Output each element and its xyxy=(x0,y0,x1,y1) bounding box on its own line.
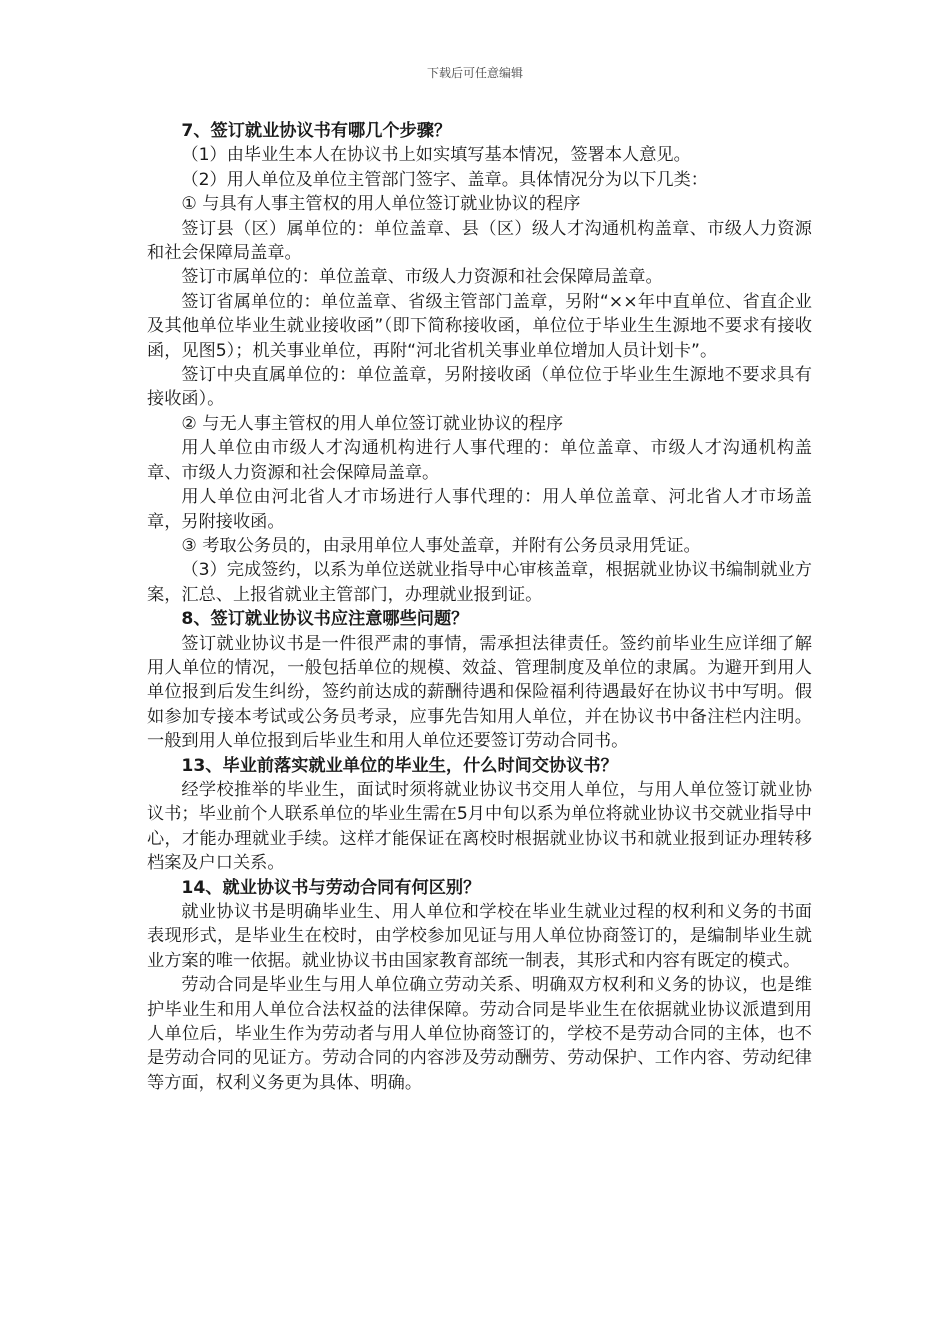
paragraph: 就业协议书是明确毕业生、用人单位和学校在毕业生就业过程的权利和义务的书面表现形式，是毕业生在校时，由学校参加见证与用人单位协商签订的，是编制毕业生就业方案的唯一依据。就业协议书由国家教育部统一制表，其形式和内容有既定的模式。 xyxy=(147,902,812,971)
paragraph: 用人单位由市级人才沟通机构进行人事代理的：单位盖章、市级人才沟通机构盖章、市级人力资源和社会保障局盖章。 xyxy=(147,438,812,483)
paragraph: 签订省属单位的：单位盖章、省级主管部门盖章，另附“××年中直单位、省直企业及其他单位毕业生就业接收函”（即下简称接收函，单位位于毕业生生源地不要求有接收函，见图5）；机关事业单位，再附“河北省机关事业单位增加人员计划卡”。 xyxy=(147,291,812,361)
paragraph: （3）完成签约，以系为单位送就业指导中心审核盖章，根据就业协议书编制就业方案，汇总、上报省就业主管部门，办理就业报到证。 xyxy=(147,560,812,605)
paragraph: 签订中央直属单位的：单位盖章，另附接收函（单位位于毕业生生源地不要求具有接收函）。 xyxy=(147,365,812,410)
paragraph: ② 与无人事主管权的用人单位签订就业协议的程序 xyxy=(181,413,564,434)
section-heading: 8、签订就业协议书应注意哪些问题？ xyxy=(181,609,469,630)
section-heading: 7、签订就业协议书有哪几个步骤？ xyxy=(181,121,452,141)
paragraph: ① 与具有人事主管权的用人单位签订就业协议的程序 xyxy=(181,194,581,215)
paragraph: 签订县（区）属单位的：单位盖章、县（区）级人才沟通机构盖章、市级人力资源和社会保障局盖章。 xyxy=(147,218,812,264)
paragraph: 签订就业协议书是一件很严肃的事情，需承担法律责任。签约前毕业生应详细了解用人单位的情况，一般包括单位的规模、效益、管理制度及单位的隶属。为避开到用人单位报到后发生纠纷，签约前达成的薪酬待遇和保险福利待遇最好在协议书中写明。假如参加专接本考试或公务员考录，应事先告知用人单位，并在协议书中备注栏内注明。一般到用人单位报到后毕业生和用人单位还要签订劳动合同书。 xyxy=(147,633,812,752)
document-body xyxy=(147,119,812,1095)
paragraph: 用人单位由河北省人才市场进行人事代理的：用人单位盖章、河北省人才市场盖章，另附接收函。 xyxy=(147,487,812,532)
paragraph: ③ 考取公务员的，由录用单位人事处盖章，并附有公务员录用凭证。 xyxy=(181,535,701,556)
paragraph: 经学校推举的毕业生，面试时须将就业协议书交用人单位，与用人单位签订就业协议书；毕业前个人联系单位的毕业生需在5月中旬以系为单位将就业协议书交就业指导中心，才能办理就业手续。这样才能保证在离校时根据就业协议书和就业报到证办理转移档案及户口关系。 xyxy=(147,779,812,874)
paragraph: （2）用人单位及单位主管部门签字、盖章。具体情况分为以下几类： xyxy=(181,169,708,190)
paragraph: 劳动合同是毕业生与用人单位确立劳动关系、明确双方权利和义务的协议，也是维护毕业生和用人单位合法权益的法律保障。劳动合同是毕业生在依据就业协议派遣到用人单位后，毕业生作为劳动者与用人单位协商签订的，学校不是劳动合同的主体，也不是劳动合同的见证方。劳动合同的内容涉及劳动酬劳、劳动保护、工作内容、劳动纪律等方面，权利义务更为具体、明确。 xyxy=(147,975,812,1093)
section-heading: 13、毕业前落实就业单位的毕业生，什么时间交协议书？ xyxy=(181,755,618,776)
section-heading: 14、就业协议书与劳动合同有何区别？ xyxy=(181,877,481,898)
page-header: 下载后可任意编辑 xyxy=(426,66,523,80)
paragraph: （1）由毕业生本人在协议书上如实填写基本情况，签署本人意见。 xyxy=(181,145,691,166)
paragraph: 签订市属单位的：单位盖章、市级人力资源和社会保障局盖章。 xyxy=(181,267,663,288)
